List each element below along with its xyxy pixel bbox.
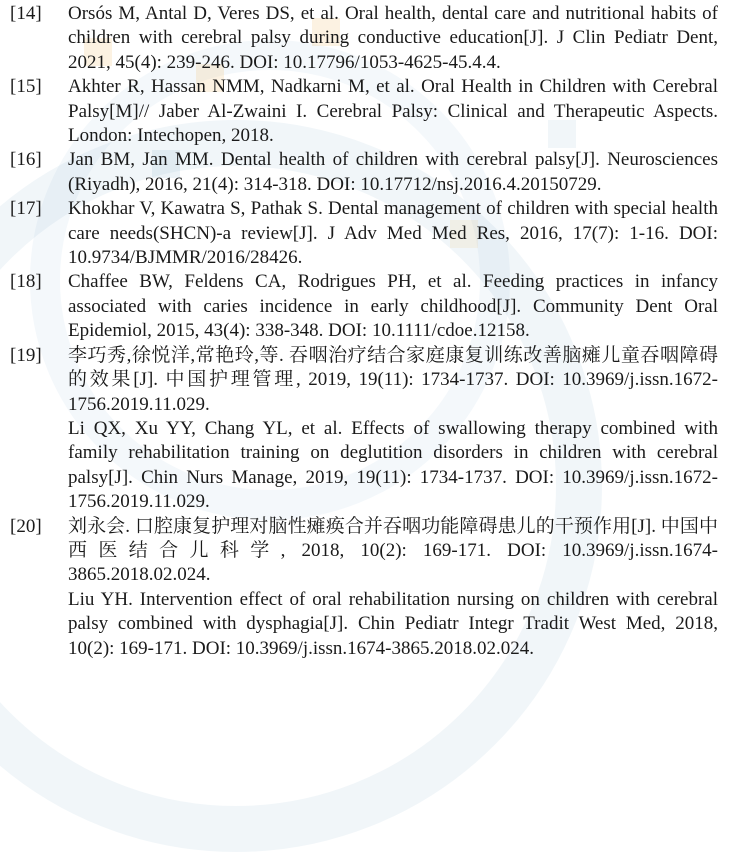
reference-translation: Liu YH. Intervention effect of oral rehabilitation nursing on children with cerebral palsy combined with dysphagia[J]. Chin Pediatr Integr Tradit West Med, 2018, 10(2): 169-171. DOI: 10.3969/j.issn.1674-3865.2018.02.024. — [68, 588, 718, 659]
reference-list — [10, 2, 720, 661]
reference-number: [17] — [10, 198, 42, 220]
reference-number: [14] — [10, 3, 42, 24]
reference-text: Khokhar V, Kawatra S, Pathak S. Dental management of children with special health care needs(SHCN)-a review[J]. J Adv Med Med Res, 2016, 17(7): 1-16. DOI: 10.9734/BJMMR/2016/28426. — [68, 198, 718, 269]
reference-number: [20] — [10, 515, 42, 537]
reference-number: [19] — [10, 344, 42, 366]
reference-item — [10, 344, 720, 515]
reference-text: Chaffee BW, Feldens CA, Rodrigues PH, et al. Feeding practices in infancy associated with caries incidence in early childhood[J]. Community Dent Oral Epidemiol, 2015, 43(4): 338-348. DOI: 10.1111/cdoe.12158. — [68, 271, 718, 342]
reference-text-chinese: 李巧秀,徐悦洋,常艳玲,等. 吞咽治疗结合家庭康复训练改善脑瘫儿童吞咽障碍的效果[J]. 中国护理管理, 2019, 19(11): 1734-1737. DOI: 10.3969/j.issn.1672-1756.2019.11.029. — [68, 344, 718, 415]
reference-item — [10, 270, 720, 343]
reference-text-chinese: 刘永会. 口腔康复护理对脑性瘫痪合并吞咽功能障碍患儿的干预作用[J]. 中国中西医结合儿科学, 2018, 10(2): 169-171. DOI: 10.3969/j.issn.1674-3865.2018.02.024. — [68, 515, 718, 586]
reference-text: Orsós M, Antal D, Veres DS, et al. Oral health, dental care and nutritional habits of children with cerebral palsy during conductive education[J]. J Clin Pediatr Dent, 2021, 45(4): 239-246. DOI: 10.17796/1053-4625-45.4.4. — [68, 3, 718, 73]
reference-text: Jan BM, Jan MM. Dental health of children with cerebral palsy[J]. Neurosciences (Riyadh), 2016, 21(4): 314-318. DOI: 10.17712/nsj.2016.4.20150729. — [68, 149, 718, 195]
reference-item — [10, 2, 720, 75]
reference-text: Akhter R, Hassan NMM, Nadkarni M, et al. Oral Health in Children with Cerebral Palsy[M]// Jaber Al-Zwaini I. Cerebral Palsy: Clinical and Therapeutic Aspects. London: Intechopen, 2018. — [68, 76, 718, 147]
reference-item — [10, 197, 720, 270]
reference-translation: Li QX, Xu YY, Chang YL, et al. Effects of swallowing therapy combined with family rehabilitation training on deglutition disorders in children with cerebral palsy[J]. Chin Nurs Manage, 2019, 19(11): 1734-1737. DOI: 10.3969/j.issn.1672-1756.2019.11.029. — [68, 417, 718, 513]
reference-number: [18] — [10, 271, 42, 293]
reference-item — [10, 515, 720, 661]
reference-number: [16] — [10, 149, 42, 171]
reference-item — [10, 75, 720, 148]
reference-item — [10, 148, 720, 197]
reference-number: [15] — [10, 76, 42, 98]
